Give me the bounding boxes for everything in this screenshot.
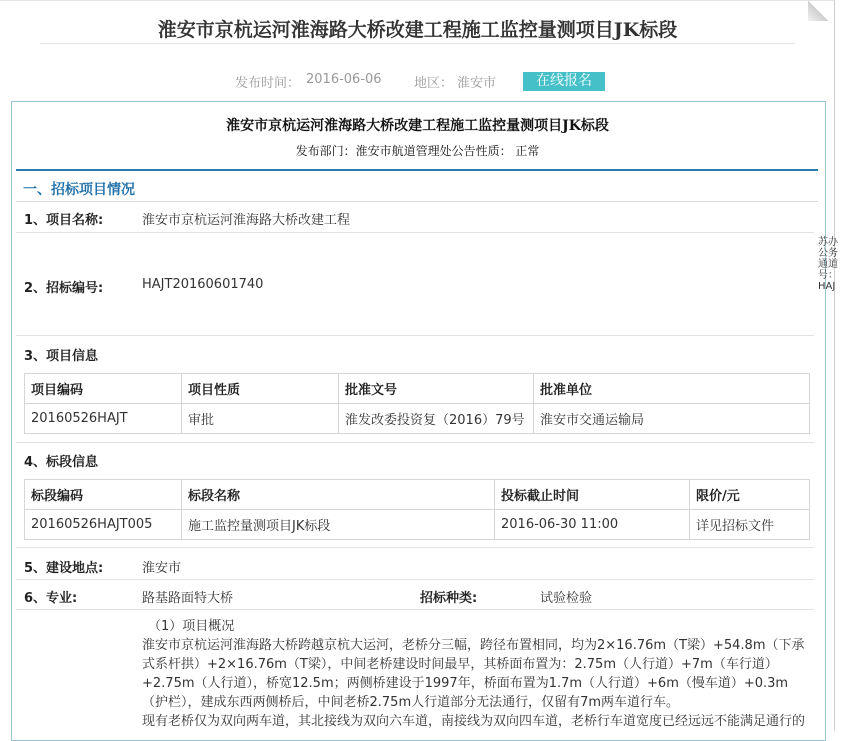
side-vertical-note: 苏办公务通道号：HAJ xyxy=(818,237,838,292)
project-overview xyxy=(142,617,810,731)
section-info-label: 4、标段信息 xyxy=(24,455,99,470)
table-cell: 淮安市交通运输局 xyxy=(534,404,810,434)
table-header-row xyxy=(25,374,810,404)
table-cell: 施工监控量测项目JK标段 xyxy=(182,510,495,540)
notice-title: 淮安市京杭运河淮海路大桥改建工程施工监控量测项目JK标段 xyxy=(226,118,609,134)
specialty-value: 路基路面特大桥 xyxy=(142,591,234,606)
project-info-label: 3、项目信息 xyxy=(24,349,99,364)
location-value: 淮安市 xyxy=(142,561,182,576)
tender-number-value: HAJT20160601740 xyxy=(142,277,264,292)
overview-paragraph: 淮安市京杭运河淮海路大桥跨越京杭大运河，老桥分三幅，跨径布置相同，均为2×16.76m（T梁）+54.8m（下承式系杆拱）+2×16.76m（T梁），中间老桥建设时间最早，其桥面布置为：2.75m（人行道）+7m（车行道）+2.75m（人行道），桥宽12.5m；两侧桥建设于1997年，桥面布置为1.7m（人行道）+6m（慢车道）+0.3m（护栏），建成东西两侧桥后，中间老桥2.75m人行道部分无法通行，仅留有7m两车道行车。 xyxy=(142,638,805,710)
region-label: 地区： xyxy=(414,76,454,91)
table-header-row xyxy=(25,480,810,510)
table-header-cell: 投标截止时间 xyxy=(495,480,690,510)
table-header-cell: 标段编码 xyxy=(25,480,182,510)
section-underline xyxy=(16,201,818,202)
table-row xyxy=(25,510,810,540)
tender-number-label: 2、招标编号: xyxy=(24,281,104,296)
tender-type-value: 试验检验 xyxy=(540,591,593,606)
row-divider xyxy=(16,547,814,548)
table-header-cell: 标段名称 xyxy=(182,480,495,510)
specialty-label: 6、专业: xyxy=(24,591,78,606)
section-info-table xyxy=(24,479,810,540)
row-divider xyxy=(16,442,814,443)
table-cell: 淮发改委投资复（2016）79号 xyxy=(339,404,534,434)
publish-date: 2016-06-06 xyxy=(306,72,382,87)
region-value: 淮安市 xyxy=(457,76,497,91)
section-title: 一、招标项目情况 xyxy=(23,182,135,198)
table-header-cell: 项目编码 xyxy=(25,374,182,404)
row-divider xyxy=(16,609,814,610)
table-cell: 详见招标文件 xyxy=(690,510,810,540)
tender-type-label: 招标种类: xyxy=(420,591,478,606)
project-name-label: 1、项目名称: xyxy=(24,213,104,228)
section-divider xyxy=(16,169,818,171)
row-divider xyxy=(16,232,814,233)
overview-paragraph: 现有老桥仅为双向两车道，其北接线为双向六车道，南接线为双向四车道，老桥行车道宽度已经远远不能满足通行的 xyxy=(142,714,806,729)
table-row xyxy=(25,404,810,434)
table-header-cell: 项目性质 xyxy=(182,374,339,404)
notice-department: 发布部门：淮安市航道管理处公告性质： 正常 xyxy=(295,144,540,158)
page-title: 淮安市京杭运河淮海路大桥改建工程施工监控量测项目JK标段 xyxy=(157,19,678,41)
table-header-cell: 限价/元 xyxy=(690,480,810,510)
online-signup-button[interactable]: 在线报名 xyxy=(523,72,605,91)
overview-heading: （1）项目概况 xyxy=(148,619,235,634)
project-info-table xyxy=(24,373,810,434)
table-cell: 审批 xyxy=(182,404,339,434)
table-header-cell: 批准单位 xyxy=(534,374,810,404)
title-divider xyxy=(40,43,795,44)
table-header-cell: 批准文号 xyxy=(339,374,534,404)
table-cell: 20160526HAJT005 xyxy=(25,510,182,540)
table-cell: 2016-06-30 11:00 xyxy=(495,510,690,540)
publish-label: 发布时间： xyxy=(235,76,301,91)
project-name-value: 淮安市京杭运河淮海路大桥改建工程 xyxy=(142,213,351,228)
row-divider xyxy=(16,335,814,336)
location-label: 5、建设地点: xyxy=(24,561,104,576)
table-cell: 20160526HAJT xyxy=(25,404,182,434)
row-divider xyxy=(16,579,814,580)
